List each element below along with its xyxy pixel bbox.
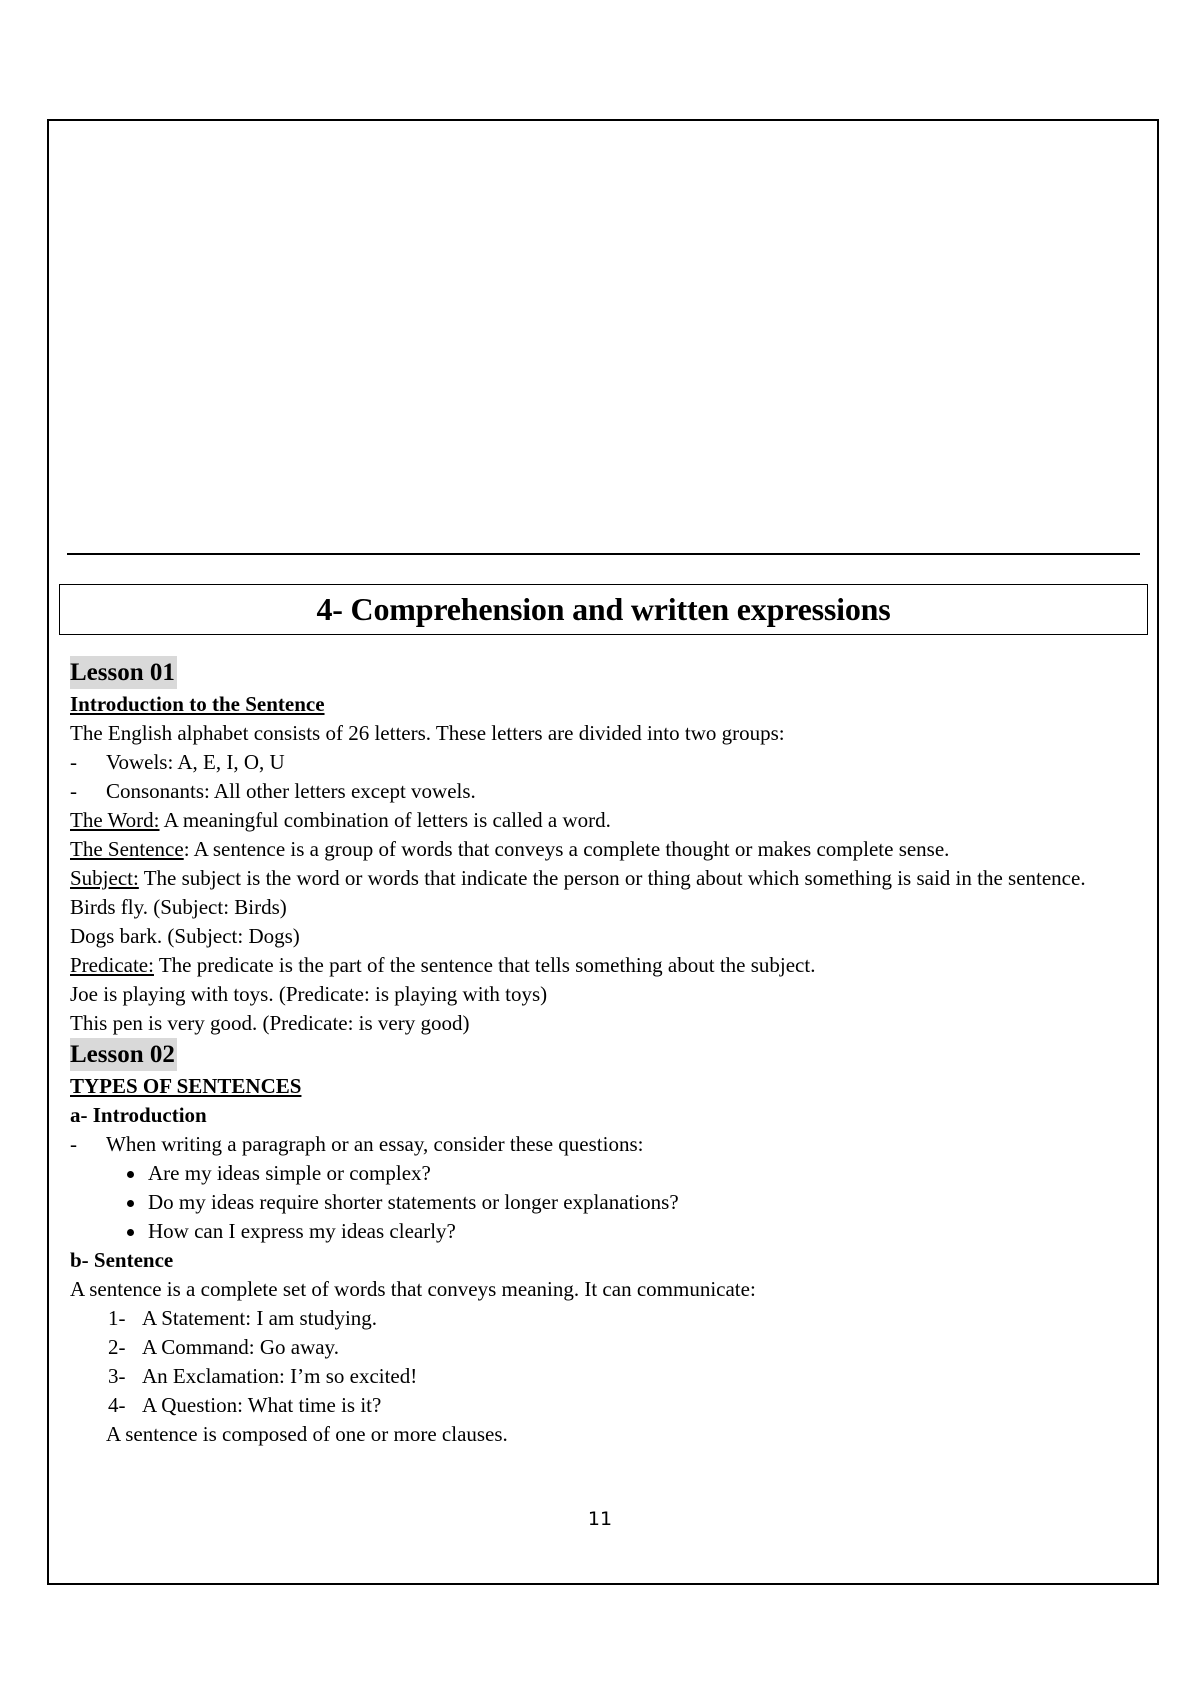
numbered-item: 1- A Statement: I am studying.	[108, 1306, 378, 1330]
bullet-item-question: Are my ideas simple or complex?	[70, 1159, 1140, 1188]
numbered-item: 4- A Question: What time is it?	[108, 1393, 382, 1417]
section-a-heading: a- Introduction	[70, 1103, 207, 1127]
list-item-consider: - When writing a paragraph or an essay, consider these questions:	[70, 1132, 644, 1156]
numbered-item: 3- An Exclamation: I’m so excited!	[108, 1364, 418, 1388]
bullet-item-question: How can I express my ideas clearly?	[70, 1217, 1140, 1246]
list-item-vowels: - Vowels: A, E, I, O, U	[70, 750, 285, 774]
document-body	[70, 656, 1140, 1449]
bullet-icon	[127, 1171, 134, 1178]
closing-sentence: A sentence is composed of one or more clauses.	[106, 1422, 508, 1446]
alphabet-intro: The English alphabet consists of 26 letters. These letters are divided into two groups:	[70, 721, 785, 745]
horizontal-rule	[67, 553, 1140, 555]
chapter-title-box	[59, 584, 1148, 635]
lesson-02-label: Lesson 02	[70, 1038, 177, 1071]
subject-example: Dogs bark. (Subject: Dogs)	[70, 924, 300, 948]
lesson-01-heading: Introduction to the Sentence	[70, 692, 325, 716]
list-item-consonants: - Consonants: All other letters except vowels.	[70, 779, 476, 803]
bullet-icon	[127, 1200, 134, 1207]
predicate-example: This pen is very good. (Predicate: is very good)	[70, 1011, 470, 1035]
sentence-definition: The Sentence: A sentence is a group of words that conveys a complete thought or makes complete sense.	[70, 837, 950, 861]
chapter-title: 4- Comprehension and written expressions	[316, 591, 891, 627]
predicate-definition: Predicate: The predicate is the part of the sentence that tells something about the subject.	[70, 953, 816, 977]
word-definition: The Word: A meaningful combination of letters is called a word.	[70, 808, 611, 832]
section-b-heading: b- Sentence	[70, 1248, 174, 1272]
bullet-item-question: Do my ideas require shorter statements or longer explanations?	[70, 1188, 1140, 1217]
lesson-01-label: Lesson 01	[70, 656, 177, 689]
subject-example: Birds fly. (Subject: Birds)	[70, 895, 287, 919]
subject-definition: Subject: The subject is the word or words that indicate the person or thing about which something is said in the sentence.	[70, 866, 1086, 890]
bullet-icon	[127, 1229, 134, 1236]
lesson-02-heading: TYPES OF SENTENCES	[70, 1074, 302, 1098]
sentence-explanation: A sentence is a complete set of words that conveys meaning. It can communicate:	[70, 1277, 756, 1301]
predicate-example: Joe is playing with toys. (Predicate: is playing with toys)	[70, 982, 548, 1006]
numbered-item: 2- A Command: Go away.	[108, 1335, 339, 1359]
page-number: 11	[587, 1508, 613, 1530]
